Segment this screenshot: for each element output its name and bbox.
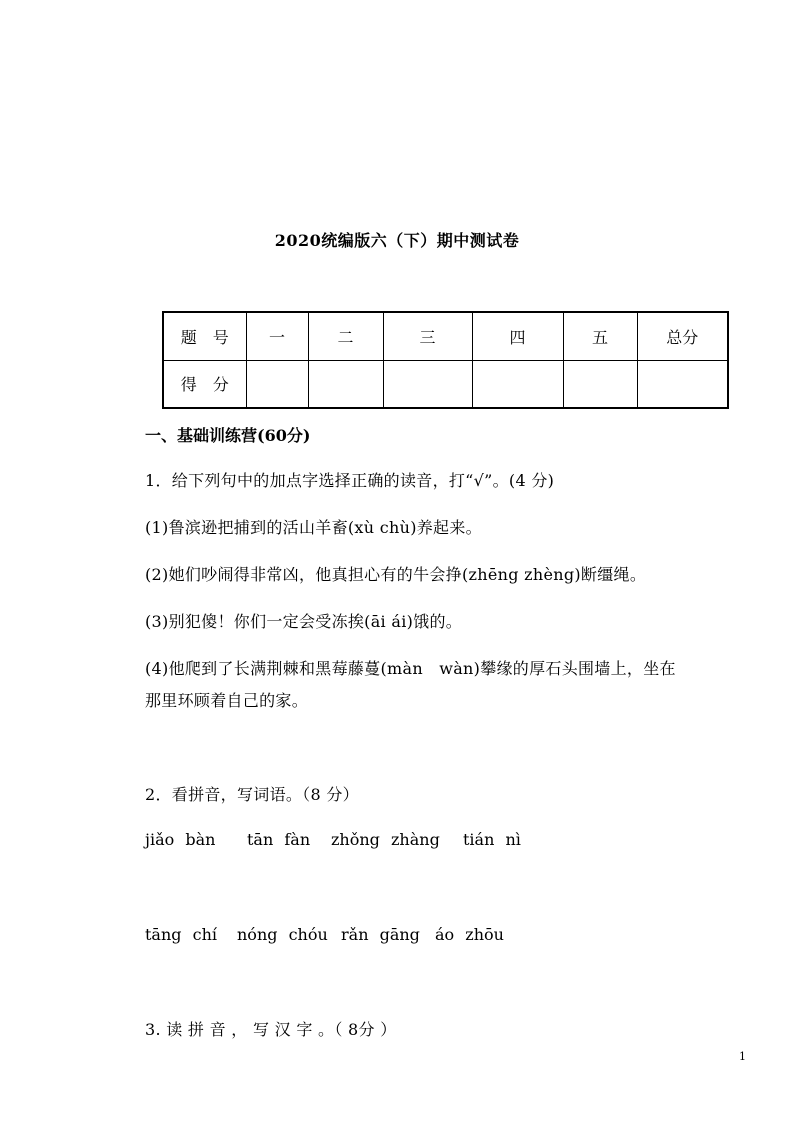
pinyin-word: jiǎo bàn	[145, 830, 216, 849]
pinyin-word: tián nì	[463, 830, 521, 849]
question-1-item-4-cont: 那里环顾着自己的家。	[145, 691, 309, 710]
header-cell-1: 一	[246, 312, 308, 360]
section-heading: 一、基础训练营(60分)	[145, 426, 311, 445]
score-cell[interactable]	[472, 360, 563, 408]
question-1-prompt: 1．给下列句中的加点字选择正确的读音，打“√”。(4 分)	[145, 471, 555, 490]
pinyin-word: tān fàn	[247, 830, 311, 849]
pinyin-word: zhǒng zhàng	[331, 830, 440, 849]
score-cell[interactable]	[383, 360, 472, 408]
score-table-header-row	[163, 312, 728, 360]
page-number: 1	[739, 1050, 746, 1063]
pinyin-word: tāng chí	[145, 925, 217, 944]
score-cell[interactable]	[246, 360, 308, 408]
score-cell[interactable]	[563, 360, 637, 408]
score-cell[interactable]	[308, 360, 383, 408]
header-cell-5: 五	[563, 312, 637, 360]
page-title: 2020统编版六（下）期中测试卷	[274, 231, 520, 250]
pinyin-word: rǎn gāng	[341, 925, 420, 944]
pinyin-word: nóng chóu	[237, 925, 328, 944]
header-cell-total: 总分	[637, 312, 728, 360]
question-1-item-4: (4)他爬到了长满荆棘和黑莓藤蔓(màn wàn)攀缘的厚石头围墙上，坐在	[145, 659, 676, 678]
header-cell-3: 三	[383, 312, 472, 360]
question-1-item-3: (3)别犯傻！你们一定会受冻挨(āi ái)饿的。	[145, 612, 463, 631]
question-1-item-1: (1)鲁滨逊把捕到的活山羊畜(xù chù)养起来。	[145, 518, 482, 537]
question-3-prompt: 3. 读 拼 音 ， 写 汉 字 。（ 8分 ）	[145, 1020, 397, 1039]
question-1-item-2: (2)她们吵闹得非常凶，他真担心有的牛会挣(zhēng zhèng)断缰绳。	[145, 565, 647, 584]
score-table-score-row	[163, 360, 728, 408]
question-2-prompt: 2．看拼音，写词语。（8 分）	[145, 785, 359, 804]
score-row-label: 得 分	[163, 360, 246, 408]
score-cell-total[interactable]	[637, 360, 728, 408]
pinyin-word: áo zhōu	[435, 925, 504, 944]
header-cell-4: 四	[472, 312, 563, 360]
header-cell-2: 二	[308, 312, 383, 360]
score-table	[162, 311, 729, 409]
header-cell-label: 题 号	[163, 312, 246, 360]
